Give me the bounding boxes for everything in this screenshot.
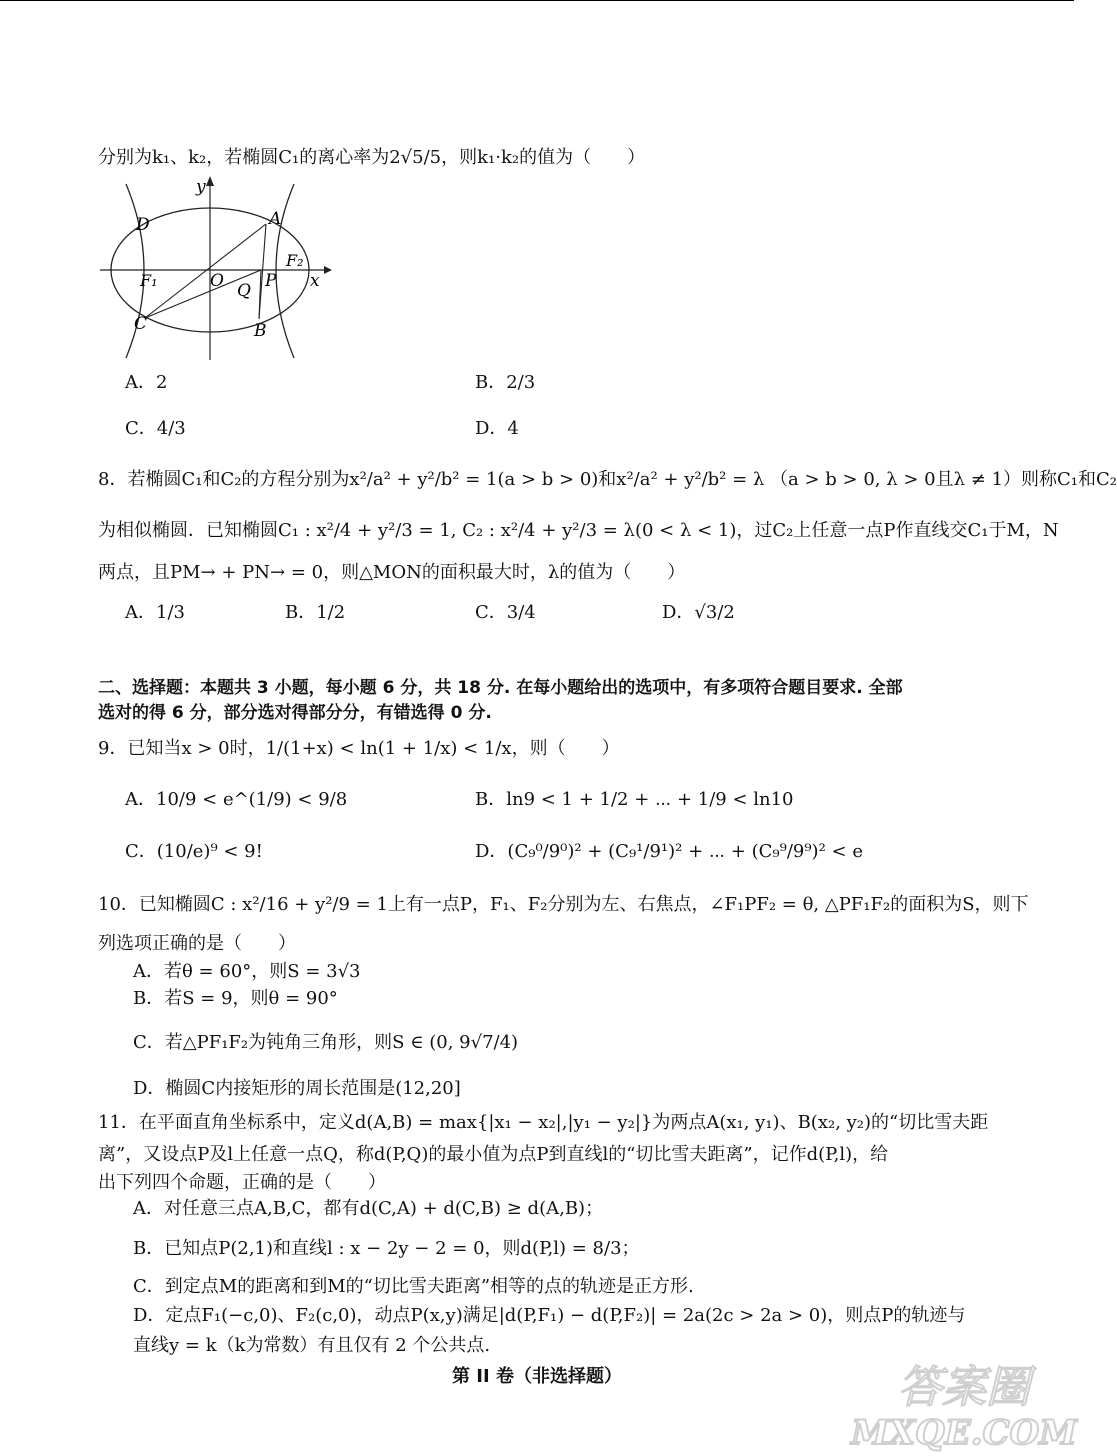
- label-F2: F₂: [286, 251, 304, 270]
- q10-line1: 10．已知椭圆C : x²/16 + y²/9 = 1上有一点P，F₁、F₂分别为左、右焦点，∠F₁PF₂ = θ, △PF₁F₂的面积为S，则下: [98, 894, 1029, 915]
- q10-option-a[interactable]: A．若θ = 60°，则S = 3√3: [133, 961, 361, 982]
- q8-option-b[interactable]: B．1/2: [285, 602, 346, 623]
- q8-option-a[interactable]: A．1/3: [125, 602, 185, 623]
- label-C: C: [134, 314, 148, 334]
- q7-option-d[interactable]: D．4: [475, 418, 519, 439]
- q10-option-c[interactable]: C．若△PF₁F₂为钝角三角形，则S ∈ (0, 9√7/4): [133, 1032, 519, 1053]
- watermark-line1: 答案圈: [898, 1362, 1030, 1413]
- q10-line2: 列选项正确的是（ ）: [98, 933, 296, 954]
- label-y: y: [196, 177, 206, 197]
- q8-line2: 为相似椭圆．已知椭圆C₁ : x²/4 + y²/3 = 1, C₂ : x²/4 + y²/3 = λ(0 < λ < 1)，过C₂上任意一点P作直线交C₁于M，N: [98, 520, 1059, 541]
- q11-option-b[interactable]: B．已知点P(2,1)和直线l : x − 2y − 2 = 0，则d(P,l) = 8/3；: [133, 1238, 640, 1259]
- label-A: A: [269, 209, 282, 229]
- watermark-logo: [851, 1356, 1077, 1453]
- q11-option-a[interactable]: A．对任意三点A,B,C，都有d(C,A) + d(C,B) ≥ d(A,B)；: [133, 1198, 604, 1219]
- q7-stem: 分别为k₁、k₂，若椭圆C₁的离心率为2√5/5，则k₁·k₂的值为（ ）: [98, 147, 646, 168]
- q11-line3: 出下列四个命题，正确的是（ ）: [98, 1172, 386, 1193]
- q10-option-b[interactable]: B．若S = 9，则θ = 90°: [133, 988, 338, 1009]
- q8-option-c[interactable]: C．3/4: [475, 602, 536, 623]
- q11-option-d-line1[interactable]: D．定点F₁(−c,0)、F₂(c,0)，动点P(x,y)满足|d(P,F₁) − d(P,F₂)| = 2a(2c > 2a > 0)，则点P的轨迹与: [133, 1305, 966, 1326]
- q11-option-c[interactable]: C．到定点M的距离和到M的“切比雪夫距离”相等的点的轨迹是正方形.: [133, 1276, 694, 1297]
- q11-line2: 离”，又设点P及l上任意一点Q，称d(P,Q)的最小值为点P到直线l的“切比雪夫距离”，记作d(P,l)，给: [98, 1144, 889, 1165]
- q7-option-c[interactable]: C．4/3: [125, 418, 186, 439]
- q9-option-b[interactable]: B．ln9 < 1 + 1/2 + ⋯ + 1/9 < ln10: [475, 789, 794, 810]
- section2-line1: 二、选择题：本题共 3 小题，每小题 6 分，共 18 分. 在每小题给出的选项中，有多项符合题目要求. 全部: [98, 678, 903, 698]
- top-rule: [0, 0, 1074, 1]
- label-F1: F₁: [140, 271, 158, 290]
- ellipse-figure: [96, 172, 336, 364]
- q11-line1: 11．在平面直角坐标系中，定义d(A,B) = max{|x₁ − x₂|,|y₁ − y₂|}为两点A(x₁, y₁)、B(x₂, y₂)的“切比雪夫距: [98, 1112, 989, 1133]
- q8-line1: 8．若椭圆C₁和C₂的方程分别为x²/a² + y²/b² = 1(a > b > 0)和x²/a² + y²/b² = λ （a > b > 0, λ > 0且λ ≠ 1）则称C₁和C₂: [98, 469, 1117, 490]
- q9-stem: 9．已知当x > 0时，1/(1+x) < ln(1 + 1/x) < 1/x，则（ ）: [98, 738, 620, 759]
- watermark-line2: MXQE.COM: [851, 1413, 1077, 1453]
- label-P: P: [265, 271, 277, 291]
- label-Q: Q: [237, 281, 251, 301]
- section2-line2: 选对的得 6 分，部分选对得部分分，有错选得 0 分.: [98, 703, 492, 723]
- q11-option-d-line2: 直线y = k（k为常数）有且仅有 2 个公共点.: [133, 1335, 491, 1356]
- label-B: B: [254, 321, 267, 341]
- label-D: D: [136, 215, 150, 235]
- q10-option-d[interactable]: D．椭圆C内接矩形的周长范围是(12,20]: [133, 1078, 461, 1099]
- q9-option-a[interactable]: A．10/9 < e^(1/9) < 9/8: [125, 789, 348, 810]
- q7-option-a[interactable]: A．2: [125, 372, 168, 393]
- label-x: x: [310, 271, 320, 291]
- q8-line3: 两点，且PM→ + PN→ = 0，则△MON的面积最大时，λ的值为（ ）: [98, 562, 686, 583]
- label-O: O: [210, 271, 224, 291]
- q9-option-c[interactable]: C．(10/e)⁹ < 9!: [125, 841, 263, 862]
- part2-title: 第 II 卷（非选择题）: [452, 1366, 622, 1387]
- q9-option-d[interactable]: D．(C₉⁰/9⁰)² + (C₉¹/9¹)² + ⋯ + (C₉⁹/9⁹)² < e: [475, 841, 863, 862]
- q8-option-d[interactable]: D．√3/2: [662, 602, 735, 623]
- q7-option-b[interactable]: B．2/3: [475, 372, 536, 393]
